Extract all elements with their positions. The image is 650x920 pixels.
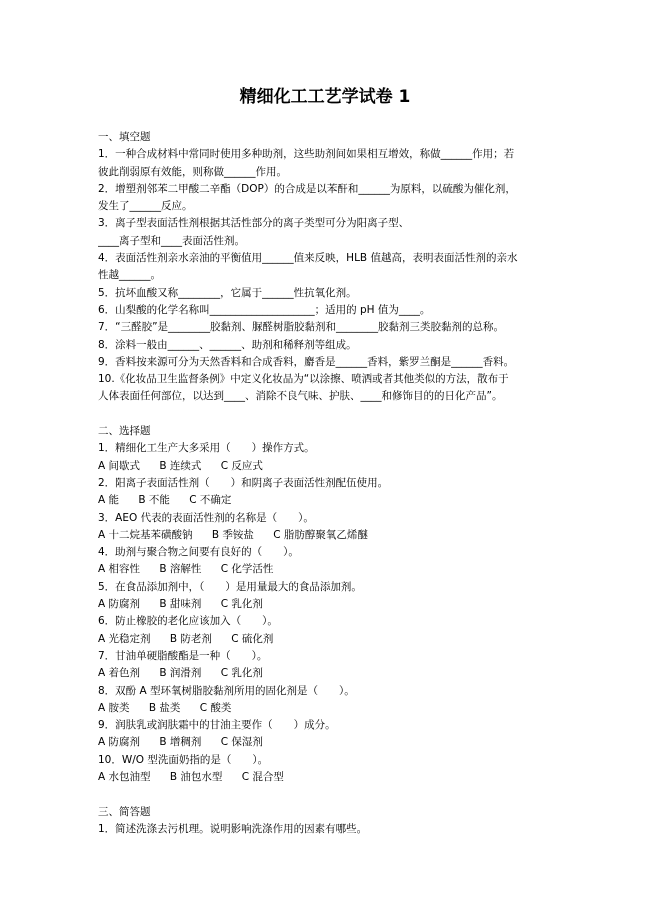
choice-option: A 防腐剂: [98, 598, 141, 611]
choice-options: [98, 665, 556, 682]
fill-line: 性越______。: [98, 269, 161, 282]
choice-option: C 化学活性: [220, 563, 274, 576]
fill-line: 3．离子型表面活性剂根据其活性部分的离子类型可分为阳离子型、: [98, 217, 410, 230]
choice-options: [98, 458, 556, 475]
page-title: 精细化工工艺学试卷 1: [239, 87, 411, 107]
choice-option: C 混合型: [241, 770, 284, 783]
choice-option: C 不确定: [189, 494, 232, 507]
choice-option: A 相容性: [98, 563, 141, 576]
choice-options: [98, 492, 556, 509]
fill-line: 7．“三醛胶”是________胶黏剂、脲醛树脂胶黏剂和________胶黏剂三类胶黏剂的总称。: [98, 321, 505, 334]
choice-option: B 季铵盐: [211, 528, 254, 541]
choice-option: A 能: [98, 494, 120, 507]
fill-line: 6．山梨酸的化学名称叫____________________；适用的 pH 值为____。: [98, 303, 431, 316]
short-question: 1．简述洗涤去污机理。说明影响洗涤作用的因素有哪些。: [98, 822, 368, 835]
section-gap: [98, 406, 556, 423]
choice-question: 4．助剂与聚合物之间要有良好的（ ）。: [98, 546, 299, 559]
choice-options: [98, 631, 556, 648]
choice-options: [98, 700, 556, 717]
choice-option: B 甜味剂: [159, 598, 202, 611]
choice-question: 8．双酚 A 型环氧树脂胶黏剂所用的固化剂是（ ）。: [98, 684, 355, 697]
section-heading-short: 三、简答题: [98, 805, 151, 818]
section-heading-fill: 一、填空题: [98, 131, 151, 143]
choice-options: [98, 527, 556, 544]
choice-option: B 溶解性: [159, 563, 202, 576]
choice-question: 7．甘油单硬脂酸酯是一种（ ）。: [98, 649, 268, 662]
choice-question: 1．精细化工生产大多采用（ ）操作方式。: [98, 442, 315, 455]
choice-question: 10．W/O 型洗面奶指的是（ ）。: [98, 753, 269, 766]
fill-line: 人体表面任何部位，以达到____、消除不良气味、护肤、____和修饰目的的日化产品”。: [98, 390, 503, 403]
choice-option: C 反应式: [220, 459, 263, 472]
choice-option: B 连续式: [159, 459, 202, 472]
choice-option: A 十二烷基苯磺酸钠: [98, 528, 193, 541]
choice-question: 3．AEO 代表的表面活性剂的名称是（ ）。: [98, 511, 314, 524]
choice-option: A 着色剂: [98, 667, 141, 680]
fill-line: 彼此削弱原有效能，则称做______作用。: [98, 165, 287, 178]
choice-options: [98, 561, 556, 578]
choice-options: [98, 596, 556, 613]
choice-question: 5．在食品添加剂中，（ ）是用量最大的食品添加剂。: [98, 580, 362, 593]
fill-line: 5．抗坏血酸又称________，它属于______性抗氧化剂。: [98, 286, 357, 299]
choice-option: C 脂肪醇聚氧乙烯醚: [273, 528, 368, 541]
choice-option: A 光稳定剂: [98, 632, 151, 645]
choice-option: B 盐类: [148, 701, 181, 714]
section-gap: [98, 786, 556, 803]
choice-option: C 乳化剂: [220, 598, 263, 611]
exam-content: [98, 129, 556, 838]
fill-line: 2．增塑剂邻苯二甲酸二辛酯（DOP）的合成是以苯酐和______为原料，以硫酸为催化剂，: [98, 182, 516, 195]
choice-option: B 油包水型: [169, 770, 223, 783]
choice-option: C 酸类: [199, 701, 232, 714]
choice-option: C 硫化剂: [231, 632, 274, 645]
section-heading-choice: 二、选择题: [98, 425, 151, 438]
choice-option: A 胺类: [98, 701, 130, 714]
choice-question: 2．阳离子表面活性剂（ ）和阴离子表面活性剂配伍使用。: [98, 476, 389, 489]
choice-question: 6．防止橡胶的老化应该加入（ ）。: [98, 615, 278, 628]
choice-option: A 防腐剂: [98, 736, 141, 749]
choice-options: [98, 769, 556, 786]
fill-line: 1．一种合成材料中常同时使用多种助剂，这些助剂间如果相互增效，称做______作用；若: [98, 148, 515, 161]
choice-options: [98, 734, 556, 751]
choice-option: C 乳化剂: [220, 667, 263, 680]
choice-question: 9．润肤乳或润肤霜中的甘油主要作（ ）成分。: [98, 719, 336, 732]
fill-line: 10.《化妆品卫生监督条例》中定义化妆品为“以涂擦、喷洒或者其他类似的方法，散布于: [98, 373, 509, 386]
fill-line: 4．表面活性剂亲水亲油的平衡值用______值来反映，HLB 值越高，表明表面活性剂的亲水: [98, 252, 518, 265]
fill-line: 9．香料按来源可分为天然香料和合成香料，麝香是______香料，紫罗兰酮是______香料。: [98, 355, 515, 368]
choice-option: B 增稠剂: [159, 736, 202, 749]
choice-option: C 保湿剂: [220, 736, 263, 749]
fill-line: ____离子型和____表面活性剂。: [98, 234, 245, 247]
choice-option: A 水包油型: [98, 770, 151, 783]
fill-line: 8．涂料一般由______、______、助剂和稀释剂等组成。: [98, 338, 357, 351]
choice-option: B 防老剂: [169, 632, 212, 645]
choice-option: A 间歇式: [98, 459, 141, 472]
choice-option: B 润滑剂: [159, 667, 202, 680]
choice-option: B 不能: [138, 494, 170, 507]
fill-line: 发生了______反应。: [98, 200, 193, 213]
